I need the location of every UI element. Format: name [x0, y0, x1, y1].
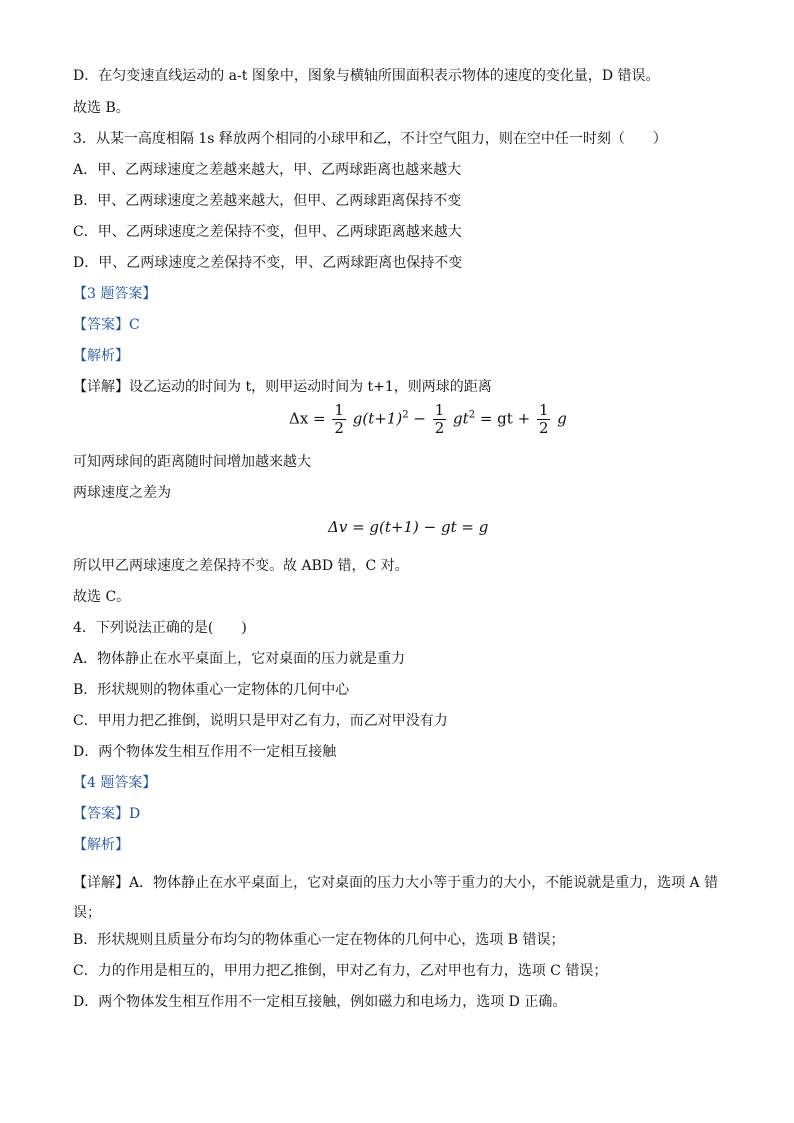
question-3-conclusion-distance: 可知两球间的距离随时间增加越来越大 — [73, 454, 311, 470]
eq1-sup1: 2 — [402, 409, 409, 421]
question-3-conclusion-velocity: 所以甲乙两球速度之差保持不变。故 ABD 错，C 对。 — [73, 558, 409, 574]
eq1-frac2-num: 1 — [434, 401, 445, 419]
eq1-frac2-den: 2 — [434, 419, 445, 437]
question-4-option-a: A．物体静止在水平桌面上，它对桌面的压力就是重力 — [73, 651, 406, 667]
eq1-sup2: 2 — [468, 409, 476, 421]
question-3-option-a: A．甲、乙两球速度之差越来越大，甲、乙两球距离也越来越大 — [73, 162, 462, 178]
eq1-frac1-num: 1 — [334, 401, 344, 419]
question-3-detail: 【详解】设乙运动的时间为 t，则甲运动时间为 t+1，则两球的距离 — [73, 379, 492, 395]
question-4-answer-header: 【4 题答案】 — [73, 775, 157, 791]
question-4-stem: 4．下列说法正确的是( ) — [73, 620, 247, 636]
choose-b-line: 故选 B。 — [73, 100, 130, 116]
option-d-previous-explanation: D．在匀变速直线运动的 a-t 图象中，图象与横轴所围面积表示物体的速度的变化量，D 错误。 — [73, 68, 660, 84]
question-3-answer: 【答案】C — [73, 317, 140, 333]
question-3-analysis-label: 【解析】 — [73, 348, 129, 364]
eq2-text: Δv = g(t+1) − gt = g — [328, 518, 489, 536]
eq1-term2: gt — [453, 409, 469, 428]
question-4-answer: 【答案】D — [73, 806, 141, 822]
eq1-frac3 — [537, 402, 551, 437]
question-4-analysis-label: 【解析】 — [73, 837, 129, 853]
eq1-frac1-den: 2 — [334, 419, 344, 437]
question-3-answer-header: 【3 题答案】 — [73, 286, 157, 302]
eq1-term1: g(t+1) — [352, 409, 403, 428]
question-3-stem: 3．从某一高度相隔 1s 释放两个相同的小球甲和乙，不计空气阻力，则在空中任一时刻（ ） — [73, 131, 667, 147]
question-4-detail-c: C．力的作用是相互的，甲用力把乙推倒，甲对乙有力，乙对甲也有力，选项 C 错误； — [73, 963, 608, 979]
question-4-option-c: C．甲用力把乙推倒，说明只是甲对乙有力，而乙对甲没有力 — [73, 713, 448, 729]
eq1-rhs: = gt + — [479, 409, 531, 428]
eq1-frac3-num: 1 — [538, 401, 549, 419]
question-3-option-d: D．甲、乙两球速度之差保持不变，甲、乙两球距离也保持不变 — [73, 255, 463, 271]
question-4-detail-b: B．形状规则且质量分布均匀的物体重心一定在物体的几何中心，选项 B 错误； — [73, 932, 565, 948]
equation-distance — [289, 402, 567, 437]
question-3-velocity-difference: 两球速度之差为 — [73, 485, 171, 501]
question-4-detail-a: 【详解】A．物体静止在水平桌面上，它对桌面的压力大小等于重力的大小，不能说就是重力，选项 A 错误； — [73, 875, 719, 921]
question-4-option-b: B．形状规则的物体重心一定物体的几何中心 — [73, 682, 350, 698]
eq1-frac2 — [433, 402, 447, 437]
eq1-frac1 — [332, 402, 346, 437]
choose-c-line: 故选 C。 — [73, 589, 131, 605]
eq1-term3: g — [557, 409, 567, 428]
eq1-lhs: Δx = — [289, 409, 326, 428]
question-3-option-b: B．甲、乙两球速度之差越来越大，但甲、乙两球距离保持不变 — [73, 193, 462, 209]
eq1-minus: − — [413, 409, 426, 428]
eq1-frac3-den: 2 — [538, 419, 549, 437]
equation-velocity — [328, 518, 488, 536]
question-4-detail-d: D．两个物体发生相互作用不一定相互接触，例如磁力和电场力，选项 D 正确。 — [73, 994, 567, 1010]
question-3-option-c: C．甲、乙两球速度之差保持不变，但甲、乙两球距离越来越大 — [73, 224, 462, 240]
question-4-option-d: D．两个物体发生相互作用不一定相互接触 — [73, 744, 337, 760]
